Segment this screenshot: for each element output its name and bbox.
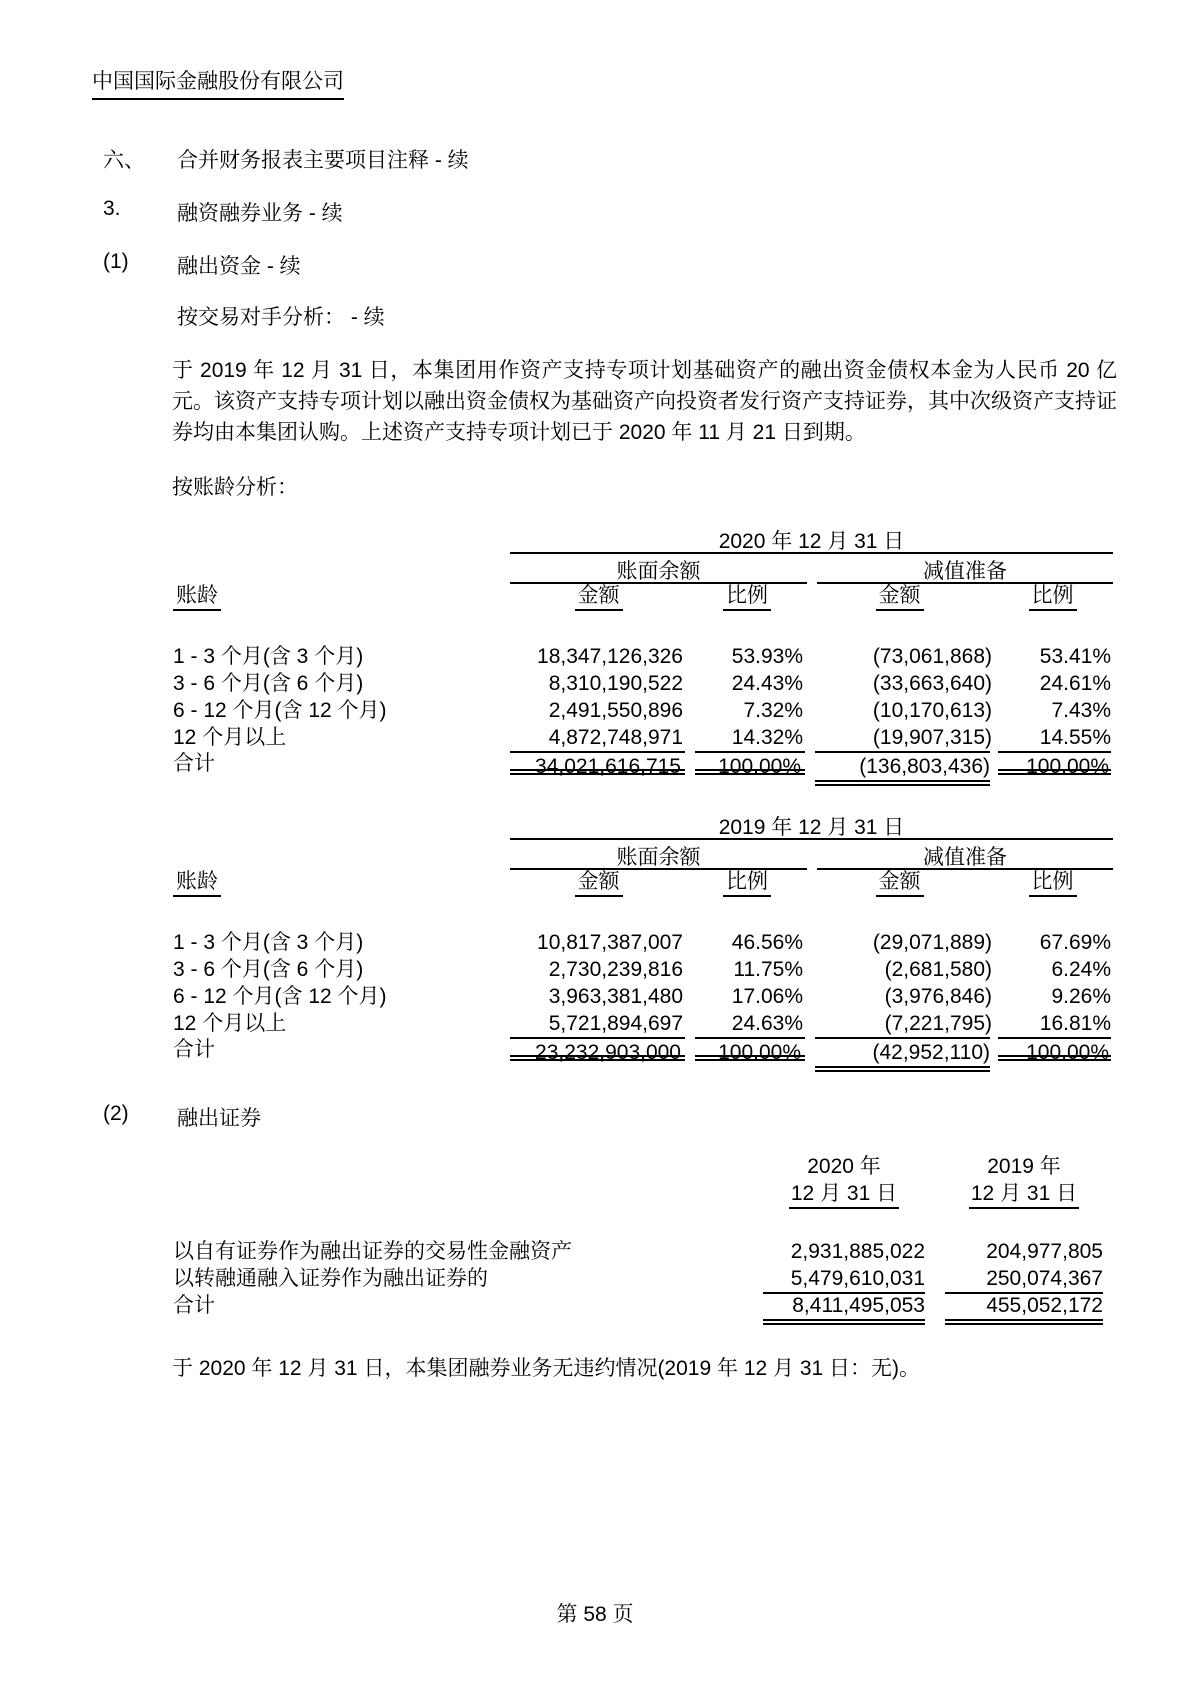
section-number: 六、 xyxy=(103,149,145,172)
table-column-header-row xyxy=(173,584,1113,610)
column-header-amount-2: 金额 xyxy=(807,584,992,610)
table-total-row: 合计 34,021,616,715 100.00% (136,803,436) 100.00% xyxy=(173,751,1113,786)
table-date-header: 2019 年 12 月 31 日 xyxy=(510,816,1113,840)
column-header-2019-year: 2019 年 xyxy=(987,1155,1061,1178)
column-header-2020-date: 12 月 31 日 xyxy=(763,1181,925,1208)
item-heading-1 xyxy=(103,250,301,280)
subsection-number: 3. xyxy=(103,197,121,220)
column-header-amount-1: 金额 xyxy=(510,584,687,610)
table-column-header-row xyxy=(173,870,1113,896)
section-heading-6 xyxy=(103,144,469,174)
table-date-row xyxy=(173,530,1113,554)
column-header-ratio-1: 比例 xyxy=(687,584,807,610)
item-number: (2) xyxy=(103,1102,129,1125)
group-header-impairment: 减值准备 xyxy=(817,846,1113,870)
subsection-title: 融资融券业务 - 续 xyxy=(177,202,343,225)
table-row: 3 - 6 个月(含 6 个月) 2,730,239,816 11.75% (2,681,580) 6.24% xyxy=(173,958,1111,981)
column-header-ratio-2: 比例 xyxy=(992,870,1113,896)
aging-analysis-label: 按账龄分析： xyxy=(172,476,298,499)
counterparty-analysis-label: 按交易对手分析： - 续 xyxy=(177,306,385,329)
asset-plan-paragraph: 于 2019 年 12 月 31 日，本集团用作资产支持专项计划基础资产的融出资金债权本金为人民币 20 亿元。该资产支持专项计划以融出资金债权为基础资产向投资者发行资产支持证券，其中次级资产支持证券均由本集团认购。上述资产支持专项计划已于 2020 年 11 月 21 日到期。 xyxy=(172,359,1117,444)
table-date-header-row xyxy=(173,1181,1103,1208)
table-group-row xyxy=(173,560,1113,584)
table-row: 6 - 12 个月(含 12 个月) 2,491,550,896 7.32% (10,170,613) 7.43% xyxy=(173,699,1111,722)
item-title: 融出资金 - 续 xyxy=(177,255,301,278)
group-header-book-balance: 账面余额 xyxy=(510,846,807,870)
table-row: 1 - 3 个月(含 3 个月) 10,817,387,007 46.56% (29,071,889) 67.69% xyxy=(173,931,1111,954)
item-title: 融出证券 xyxy=(177,1107,261,1130)
aging-table-2020 xyxy=(173,530,1113,786)
item-number: (1) xyxy=(103,250,129,273)
table-row: 以转融通融入证券作为融出证券的 5,479,610,031 250,074,367 xyxy=(173,1265,1103,1292)
table-total-row: 合计 8,411,495,053 455,052,172 xyxy=(173,1292,1103,1325)
table-row: 12 个月以上 5,721,894,697 24.63% (7,221,795) 16.81% xyxy=(173,1012,1111,1035)
securities-lent-table xyxy=(173,1154,1103,1325)
column-header-amount-1: 金额 xyxy=(510,870,687,896)
group-header-book-balance: 账面余额 xyxy=(510,560,807,584)
group-header-impairment: 减值准备 xyxy=(817,560,1113,584)
table-date-row xyxy=(173,816,1113,840)
column-header-amount-2: 金额 xyxy=(807,870,992,896)
company-name: 中国国际金融股份有限公司 xyxy=(92,70,344,100)
table-row: 1 - 3 个月(含 3 个月) 18,347,126,326 53.93% (73,061,868) 53.41% xyxy=(173,645,1111,668)
no-default-note: 于 2020 年 12 月 31 日，本集团融券业务无违约情况(2019 年 12 月 31 日：无)。 xyxy=(172,1357,921,1380)
table-row: 12 个月以上 4,872,748,971 14.32% (19,907,315) 14.55% xyxy=(173,726,1111,749)
table-row: 以自有证券作为融出证券的交易性金融资产 2,931,885,022 204,977,805 xyxy=(173,1240,1103,1263)
column-header-aging: 账龄 xyxy=(173,870,510,896)
aging-table-2019 xyxy=(173,816,1113,1072)
section-title: 合并财务报表主要项目注释 - 续 xyxy=(177,149,469,172)
column-header-ratio-2: 比例 xyxy=(992,584,1113,610)
column-header-2020-year: 2020 年 xyxy=(807,1155,881,1178)
table-row: 6 - 12 个月(含 12 个月) 3,963,381,480 17.06% (3,976,846) 9.26% xyxy=(173,985,1111,1008)
column-header-2019-date: 12 月 31 日 xyxy=(925,1181,1103,1208)
table-group-row xyxy=(173,846,1113,870)
item-heading-2 xyxy=(103,1102,261,1132)
page-number: 第 58 页 xyxy=(556,1603,634,1626)
subsection-heading-3 xyxy=(103,197,343,227)
table-total-row: 合计 23,232,903,000 100.00% (42,952,110) 100.00% xyxy=(173,1037,1113,1072)
table-date-header: 2020 年 12 月 31 日 xyxy=(510,530,1113,554)
column-header-ratio-1: 比例 xyxy=(687,870,807,896)
table-row: 3 - 6 个月(含 6 个月) 8,310,190,522 24.43% (33,663,640) 24.61% xyxy=(173,672,1111,695)
column-header-aging: 账龄 xyxy=(173,584,510,610)
table-year-header-row xyxy=(173,1154,1103,1181)
